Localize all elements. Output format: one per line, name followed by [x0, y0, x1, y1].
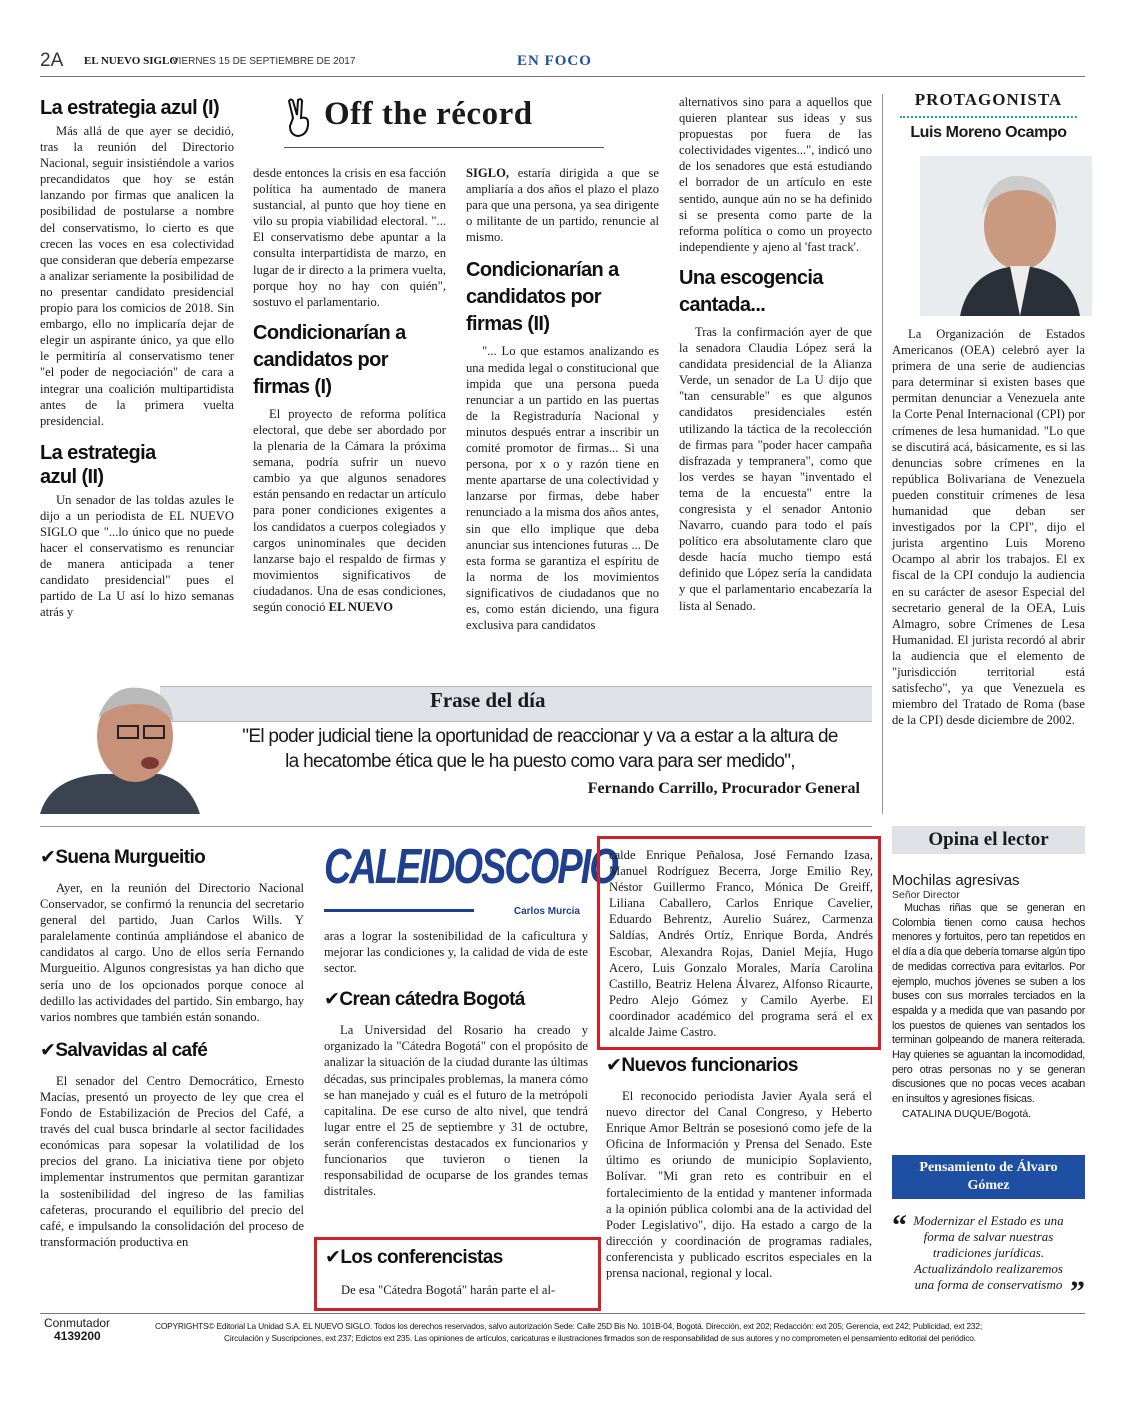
headline-escogencia: Una escogencia cantada... — [679, 266, 823, 316]
checkmark-icon: ✔ — [324, 989, 340, 1011]
paragraph: aras a lograr la sostenibilidad de la caficultura y mejorar las condiciones y, la calidad de vida de este sector. — [324, 929, 588, 976]
masthead — [40, 50, 1085, 76]
highlight-box-conferencistas-names — [597, 836, 881, 1050]
paragraph: alternativos sino para a aquellos que quieren plantear sus ideas y sus propuestas por fuera de las colectividades vigentes...", indicó uno de los senadores que está estudiando el borrador de un artículo en este sentido, aunque aún no se ha definido si se presenta como parte de la reforma política o como un proyecto independiente y ajeno al 'fast track'. — [679, 95, 872, 254]
highlight-box-conferencistas — [314, 1237, 601, 1311]
frase-author: Fernando Carrillo, Procurador General — [587, 780, 860, 797]
article-body — [466, 343, 659, 633]
headline-conferencistas — [325, 1246, 503, 1270]
opina-headline: Mochilas agresivas — [892, 872, 1020, 889]
headline-text: Salvavidas al café — [55, 1039, 208, 1061]
caleidoscopio-rule — [324, 909, 474, 912]
opina-body: Muchas riñas que se generan en Colombia tienen como causa hechos menores y fortuitos, pero tan repetidos en el día a día que debería tomarse algún tipo de medidas correctiva para evitarlos. Por ejemplo, muchos jóvenes se suben a los buses con sus morrales terciados en la espalda y a medida que van pasando por los puestos de quienes van sentados los terminan golpeando de manera reiterada. Hay quienes se aguantan la incomodidad, pero otras personas no y se generan discusiones que no pocas veces acaban en insultos y agresiones físicas. — [892, 902, 1085, 1106]
paragraph: La Organización de Estados Americanos (OEA) celebró ayer la primera de una serie de audiencias para determinar si existen bases que permitan denunciar a Venezuela ante la Corte Penal Internacional (CPI) por crímenes de lesa humanidad. "Lo que se discutirá acá, básicamente, es si las denuncias sobre crímenes en la república Bolivariana de Venezuela pueden constituir crímenes de lesa humanidad que deban ser investigados por la CPI", dijo el jurista argentino Luis Moreno Ocampo al abrir los trabajos. El ex fiscal de la CPI condujo la audiencia en su carácter de asesor Especial del secretario general de la OEA, Luis Almagro, sobre Crímenes de Lesa Humanidad. El jurista recordó al abrir la audiencia que el elemento de "jurisdicción territorial está satisfecho", ya que Venezuela es miembro del Tratado de Roma (base de la CPI) desde diciembre de 2002. — [892, 327, 1085, 728]
checkmark-icon: ✔ — [40, 1039, 56, 1061]
off-the-record-title: Off the récord — [324, 96, 533, 132]
column-1 — [40, 96, 234, 621]
speaker-illustration — [40, 678, 200, 814]
article-body — [609, 847, 873, 1040]
headline-condicionarian-2: Condicionarían a candidatos por firmas (II) — [466, 259, 619, 336]
article-body — [40, 492, 234, 621]
caleidoscopio-author: Carlos Murcia — [513, 906, 580, 917]
frase-title: Frase del día — [430, 688, 546, 712]
protagonista-box — [892, 90, 1085, 728]
off-the-record-header — [284, 92, 614, 142]
footer-copyright-2: Circulación y Suscripciones, ext 237; Edictos ext 235. Las opiniones de artículos, caricaturas e ilustraciones firmados son de responsabilidad de sus autores y no comprometen el pensamiento editorial del periódico. — [224, 1333, 976, 1343]
footer-rule — [40, 1313, 1085, 1314]
pensamiento-title: Pensamiento de Álvaro Gómez — [892, 1155, 1085, 1199]
headline-estrategia-azul-2: La estrategia azul (II) — [40, 441, 156, 488]
headline-catedra-bogota — [324, 988, 588, 1012]
page-number: 2A — [40, 50, 64, 71]
footer-copyright: COPYRIGHTS© Editorial La Unidad S.A. EL NUEVO SIGLO. Todos los derechos reservados, salvo autorización Sede: Calle 25D Bis No. 101B-04, Bogotá. Dirección, ext 202; Redacción: ext 205; Gerencia, ext 242; Publicidad, ext 232; — [155, 1321, 982, 1331]
article-body — [40, 880, 304, 1025]
paragraph: desde entonces la crisis en esa facción política ha aumentado de manera sustancial, al punto que hoy tiene en vilo su propia viabilidad electoral. "... El conservatismo debe apuntar a la consulta interpartidista de marzo, en lugar de ir directo a la primera vuelta, porque hoy no hay con quién", sostuvo el parlamentario. — [253, 166, 446, 309]
paragraph: Más allá de que ayer se decidió, tras la reunión del Directorio Nacional, seguir insistiéndole a varios precandidatos que hoy se están lanzando por firmas que analicen la posibilidad de postularse a nombre del conservatismo, lo cierto es que crecen las voces en esa colectividad que consideran que debería empezarse a analizar seriamente la posibilidad de no presentar candidato presidencial propio para los comicios de 2018. Sin embargo, ello no implicaría dejar de elegir un aspirante único, ya que ello le permitiría al conservatismo tener "el poder de negociación" de cara a integrar una coalición multipartidista antes de la primera vuelta presidencial. — [40, 124, 234, 428]
lower-left-column — [40, 846, 304, 1250]
protagonista-photo — [920, 156, 1092, 316]
headline-text: Suena Murgueitio — [55, 847, 206, 868]
article-body — [324, 928, 588, 976]
paragraph — [253, 406, 446, 615]
column-divider — [882, 94, 883, 814]
opina-title: Opina el lector — [892, 826, 1085, 854]
paragraph — [466, 165, 659, 245]
portrait-illustration — [920, 156, 1092, 316]
opina-el-lector — [892, 826, 1085, 1120]
headline-suena-murgueitio — [40, 846, 304, 870]
headline-estrategia-azul-1: La estrategia azul (I) — [40, 97, 220, 119]
section-label: EN FOCO — [517, 53, 592, 69]
protagonista-name: Luis Moreno Ocampo — [910, 124, 1067, 141]
article-body — [679, 94, 872, 255]
pensamiento-box — [892, 1155, 1085, 1308]
article-body — [253, 406, 446, 615]
paragraph: La Universidad del Rosario ha creado y organizado la "Cátedra Bogotá" con el propósito de analizar la situación de la ciudad durante las últimas décadas, sus principales problemas, la manera cómo se han manejado y cuál es el futuro de la metrópoli capitalina. De ese curso de alto nivel, que tendrá lugar entre el 25 de septiembre y 31 de octubre, serán conferencistas destacados ex funcionarios y funcionarios que tuvieron o tienen la responsabilidad de ocuparse de los grandes temas distritales. — [324, 1023, 588, 1199]
paragraph-text: El proyecto de reforma política electoral, que debe ser abordado por la plenaria de la Cámara la próxima semana, podría sufrir un nuevo cambio ya que algunos senadores están pensando en redactar un artículo para poner condiciones exigentes a los candidatos a cuerpos colegiados y cargos uninominales que deciden lanzarse bajo el respaldo de firmas y movimientos significativos de ciudadanos. Una de esas condiciones, según conoció — [253, 406, 446, 614]
caleidoscopio-column — [324, 840, 617, 1199]
paragraph: calde Enrique Peñalosa, José Fernando Izasa, Manuel Rodríguez Becerra, Jorge Emilio Rey, Néstor Guillermo Franco, Mónica De Greiff, Liliana Caballero, Carlos Enrique Cavelier, Eduardo Behrentz, Aurelio Suárez, Carmenza Saldías, Andrés Ortíz, Enrique Borda, Andrés Escobar, Alexandra Rojas, Daniel Mejía, Hugo Acero, Luis Gonzalo Morales, María Carolina Castillo, Beatriz Helena Álvarez, Alfonso Ricaurte, Pedro Alejo Gómez y Camilo Ayerbe. El coordinador académico del programa será el ex alcalde Jaime Castro. — [609, 848, 873, 1040]
column-2 — [253, 165, 446, 615]
frase-del-dia — [40, 678, 872, 814]
protagonista-label: PROTAGONISTA — [914, 90, 1063, 109]
open-quote-icon: “ — [892, 1209, 907, 1242]
opina-salutation: Señor Director — [892, 889, 960, 901]
paragraph: Un senador de las toldas azules le dijo a un periodista de EL NUEVO SIGLO que "...lo único que no puede hacer el conservatismo es renunciar de manera anticipada a tener candidato presidencial" pues el partido de La U así lo hizo semanas atrás y — [40, 492, 234, 620]
masthead-rule — [40, 76, 1085, 77]
protagonista-body — [892, 326, 1085, 728]
pensamiento-quote: Modernizar el Estado es una forma de salvar nuestras tradiciones jurídicas. Actualizándolo realizaremos una forma de conservatismo — [913, 1213, 1064, 1292]
article-body — [606, 1088, 872, 1281]
paragraph-bold: SIGLO, — [466, 166, 510, 180]
headline-text: Nuevos funcionarios — [621, 1055, 798, 1076]
article-body — [40, 1073, 304, 1250]
checkmark-icon: ✔ — [325, 1247, 341, 1268]
article-body — [325, 1282, 589, 1298]
headline-nuevos-funcionarios — [606, 1054, 872, 1078]
opina-signature: CATALINA DUQUE/Bogotá. — [902, 1107, 1032, 1120]
article-body — [40, 123, 234, 429]
frase-quote: "El poder judicial tiene la oportunidad de reaccionar y va a estar a la altura de la hecatombe ética que le ha puesto como vara para ser medido", — [242, 726, 838, 772]
paragraph-bold: EL NUEVO — [328, 599, 394, 614]
article-body — [679, 324, 872, 614]
article-body — [253, 165, 446, 310]
victory-hand-icon — [284, 98, 314, 138]
headline-condicionarian-1: Condicionarían a candidatos por firmas (I) — [253, 321, 406, 398]
title-underline — [284, 147, 604, 148]
lower-middle-column — [606, 1054, 872, 1281]
checkmark-icon: ✔ — [40, 847, 56, 868]
checkmark-icon: ✔ — [606, 1055, 622, 1076]
dotted-rule — [900, 116, 1077, 118]
headline-text: Crean cátedra Bogotá — [339, 989, 525, 1011]
article-body — [324, 1022, 588, 1199]
paragraph: El reconocido periodista Javier Ayala será el nuevo director del Canal Congreso, y Heberto Enrique Amor Beltrán se posesionó como jefe de la Oficina de Información y Prensa del Senado. Este último es oriundo de municipio Soplaviento, Bolívar. "Mi gran reto es contribuir en el fortalecimiento de la entidad y mantener informada a la opinión pública colombi ana de la actividad del Poder Legislativo", dijo. Ha estado a cargo de la dirección y coordinación de programas radiales, conferencista y publicado escritos especiales en la prensa nacional, regional y local. — [606, 1089, 872, 1281]
paragraph: "... Lo que estamos analizando es una medida legal o constitucional que impida que una persona pueda renunciar a un partido en las puertas de la Registraduría Nacional y minutos después entrar a inscribir un comité promotor de firmas... Si una persona, por x o y razón tiene en mente apartarse de una colectividad y lanzarse por firmas, debe haber renunciado a la misma dos años antes, sin que ello implique que deba anunciar sus intenciones futuras ... De esta forma se garantiza el espíritu de la norma de los movimientos significativos de ciudadanos que no es, como están diciendo, una figura exclusiva para candidatos — [466, 344, 659, 633]
pensamiento-quote-wrap — [892, 1209, 1085, 1308]
paragraph: Tras la confirmación ayer de que la senadora Claudia López será la candidata presidencial de la Alianza Verde, un senador de La U dijo que "tan censurable" es que algunos candidatos presidenciales estén utilizando la táctica de la recolección de firmas para "poder hacer campaña disfrazada y tempranera", como que los verdes se hayan "inventado el tema de la encuesta" entre la congresista y el senador Antonio Navarro, cuando para todo el país político era absolutamente claro que desde hacía mucho tiempo está definido que López sería la candidata y que el parlamentario encabezaría la lista al Senado. — [679, 324, 872, 613]
paragraph: Ayer, en la reunión del Directorio Nacional Conservador, se confirmó la renuncia del secretario general del partido, Juan Carlos Wills. Y paralelamente continúa ampliándose el abanico de candidatos al cargo. Uno de ellos sería Fernando Murgueitio. Algunos congresistas ya han dicho que sería uno de los opcionados porque conoce al dedillo las actividades del partido. Sin embargo, hay varios nombres que también están sonando. — [40, 881, 304, 1024]
conmutador-number: 4139200 — [54, 1329, 101, 1343]
headline-salvavidas — [40, 1039, 304, 1063]
paragraph-text: estaría dirigida a que se ampliaría a dos años el plazo el plazo para que una persona, ya sea dirigente o militante de un partido, renuncie al mismo. — [466, 166, 659, 245]
conmutador-label: Conmutador — [44, 1316, 111, 1330]
caleidoscopio-title: CALEIDOSCOPIO — [324, 840, 617, 895]
column-4 — [679, 94, 872, 614]
paper-name: EL NUEVO SIGLO — [84, 55, 178, 67]
paragraph: El senador del Centro Democrático, Ernesto Macías, presentó un proyecto de ley que crea el Fondo de Estabilización de Precios del Café, a través del cual busca brindarle al sector facilidades económicas para sopesar la volatilidad de los precios del grano. La iniciativa tiene por objeto implementar instrumentos que permitan garantizar la sostenibilidad del ingreso de las familias cafeteras, procurando el equilibrio del precio del café, e impulsando la consolidación del proceso de transformación productiva en — [40, 1073, 304, 1249]
frase-speaker-photo — [40, 678, 200, 814]
close-quote-icon: ” — [1070, 1275, 1085, 1308]
section-rule — [40, 826, 872, 827]
masthead-date: VIERNES 15 DE SEPTIEMBRE DE 2017 — [172, 56, 356, 67]
column-3 — [466, 165, 659, 633]
article-body — [466, 165, 659, 245]
headline-text: Los conferencistas — [340, 1247, 503, 1268]
paragraph: De esa "Cátedra Bogotá" harán parte el al- — [341, 1283, 556, 1297]
